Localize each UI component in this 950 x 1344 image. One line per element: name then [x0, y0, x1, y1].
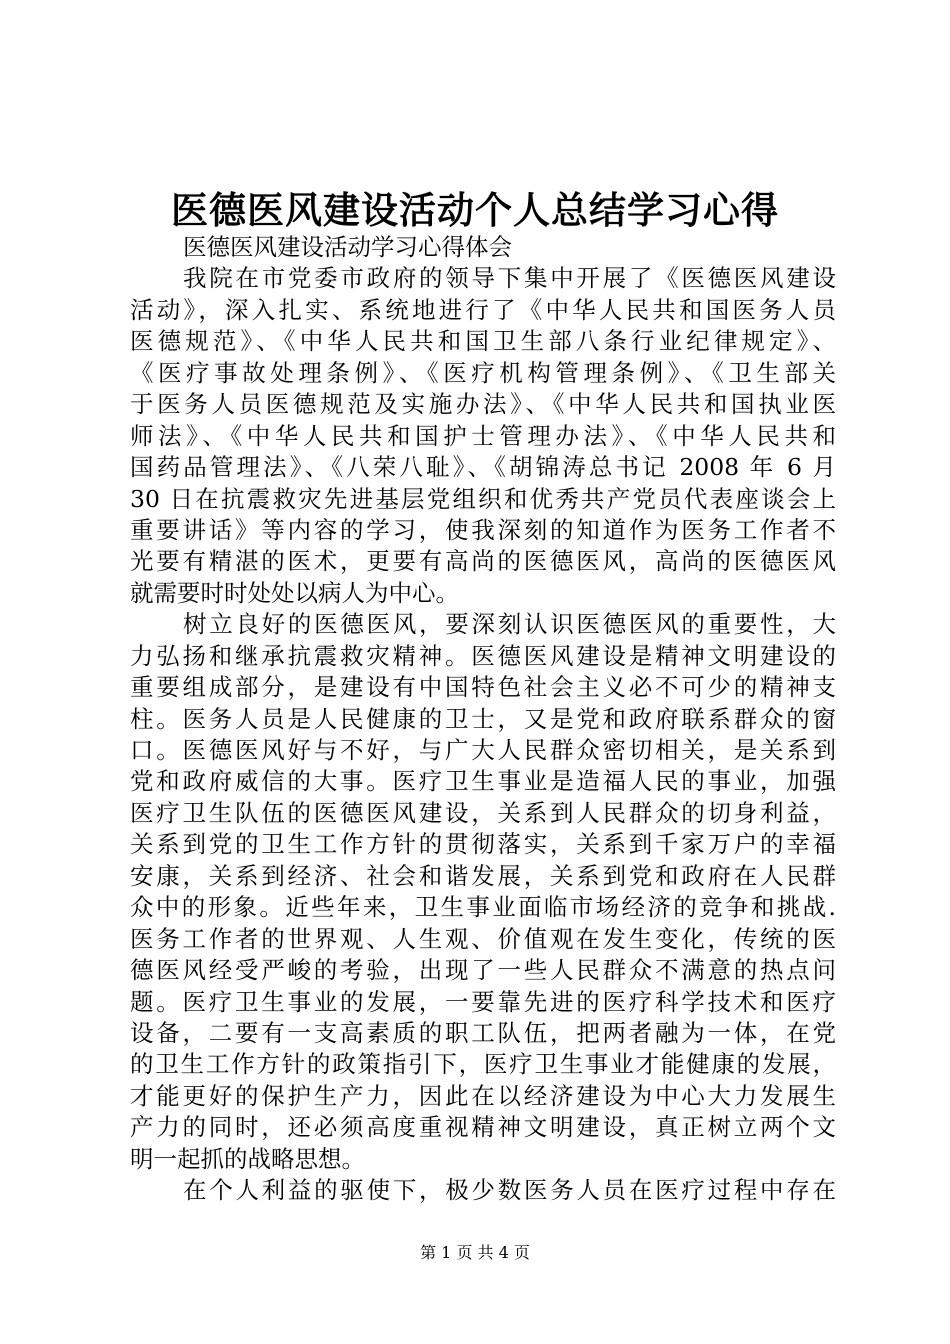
text-line: 口。医德医风好与不好，与广大人民群众密切相关，是关系到: [130, 736, 836, 764]
text-line: 医德规范》、《中华人民共和国卫生部八条行业纪律规定》、: [130, 327, 836, 356]
text-line: 题。医疗卫生事业的发展，一要靠先进的医疗科学技术和医疗: [130, 987, 836, 1016]
text-line: 医务工作者的世界观、人生观、价值观在发生变化，传统的医: [130, 924, 836, 953]
text-line: 力弘扬和继承抗震救灾精神。医德医风建设是精神文明建设的: [130, 641, 836, 670]
page-footer: 第 1 页 共 4 页: [420, 1243, 530, 1262]
text-line: 医疗卫生队伍的医德医风建设，关系到人民群众的切身利益，: [130, 798, 836, 827]
text-line: 安康，关系到经济、社会和谐发展，关系到党和政府在人民群: [130, 861, 836, 890]
text-line: 于医务人员医德规范及实施办法》、《中华人民共和国执业医: [130, 390, 836, 419]
text-line: 的卫生工作方针的政策指引下，医疗卫生事业才能健康的发展，: [130, 1050, 836, 1079]
text-line: 众中的形象。近些年来，卫生事业面临市场经济的竞争和挑战.: [130, 893, 836, 922]
text-line: 树立良好的医德医风，要深刻认识医德医风的重要性，大: [183, 610, 836, 639]
text-line: 关系到党的卫生工作方针的贯彻落实，关系到千家万户的幸福: [130, 830, 836, 859]
text-line: 柱。医务人员是人民健康的卫士，又是党和政府联系群众的窗: [130, 704, 836, 733]
document-title: 医德医风建设活动个人总结学习心得: [171, 188, 779, 232]
document-body: [130, 232, 836, 1207]
text-line: 德医风经受严峻的考验，出现了一些人民群众不满意的热点问: [130, 956, 836, 985]
text-line: 30 日在抗震救灾先进基层党组织和优秀共产党员代表座谈会上: [130, 484, 836, 513]
text-line: 产力的同时，还必须高度重视精神文明建设，真正树立两个文: [130, 1113, 836, 1142]
subtitle-line: 医德医风建设活动学习心得体会: [183, 233, 512, 261]
text-line: 才能更好的保护生产力，因此在以经济建设为中心大力发展生: [130, 1081, 836, 1110]
text-line: 重要组成部分，是建设有中国特色社会主义必不可少的精神支: [130, 673, 836, 702]
text-line: 党和政府威信的大事。医疗卫生事业是造福人民的事业，加强: [130, 767, 836, 796]
text-line: 活动》，深入扎实、系统地进行了《中华人民共和国医务人员: [130, 295, 836, 324]
text-line: 师法》、《中华人民共和国护士管理办法》、《中华人民共和: [130, 421, 836, 450]
text-line: 重要讲话》等内容的学习，使我深刻的知道作为医务工作者不: [130, 515, 836, 544]
text-line: 就需要时时处处以病人为中心。: [130, 578, 459, 607]
text-line: 在个人利益的驱使下，极少数医务人员在医疗过程中存在: [183, 1176, 836, 1205]
text-line: 光要有精湛的医术，更要有高尚的医德医风，高尚的医德医风: [130, 547, 836, 576]
text-line: 国药品管理法》、《八荣八耻》、《胡锦涛总书记 2008 年 6 月: [130, 453, 836, 482]
text-line: 《医疗事故处理条例》、《医疗机构管理条例》、《卫生部关: [130, 358, 836, 387]
text-line: 设备，二要有一支高素质的职工队伍，把两者融为一体，在党: [130, 1018, 836, 1047]
text-line: 我院在市党委市政府的领导下集中开展了《医德医风建设: [183, 264, 836, 293]
text-line: 明一起抓的战略思想。: [130, 1144, 365, 1173]
